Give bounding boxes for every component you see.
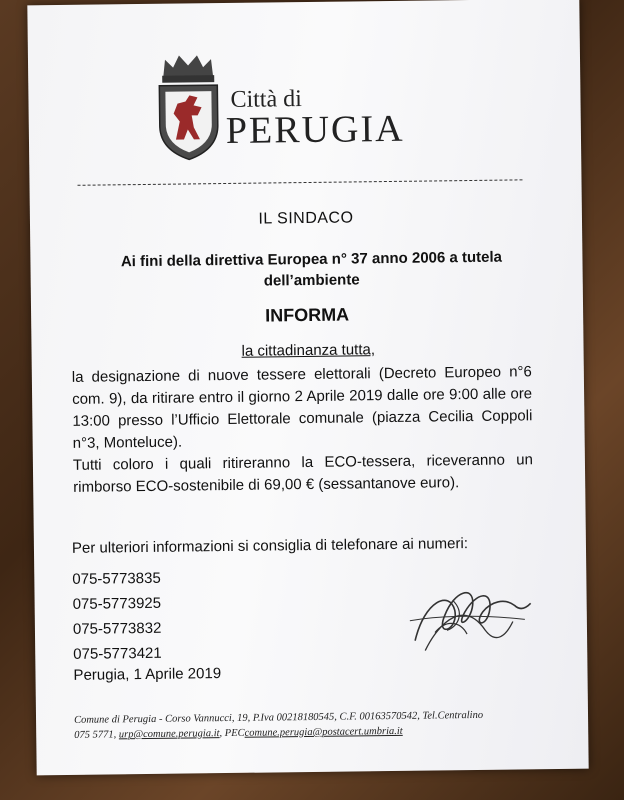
- paragraph-rimborso: Tutti coloro i quali ritireranno la ECO-tessera, riceveranno un rimborso ECO-sostenibile di 69,00 € (sessantanove euro).: [72, 451, 534, 496]
- footer-pec-label: , PEC: [219, 727, 245, 740]
- date-line: Perugia, 1 Aprile 2019: [73, 665, 222, 684]
- perugia-crest-icon: [153, 51, 224, 162]
- informa-heading: INFORMA: [265, 304, 350, 326]
- footer-phone: 075 5771,: [74, 729, 119, 741]
- handwritten-signature: [394, 559, 535, 661]
- directive-subtitle: Ai fini della direttiva Europea n° 37 anno 2006 a tutela dell’ambiente: [120, 248, 503, 290]
- phone-number: 075-5773925: [72, 594, 162, 613]
- mayor-title: IL SINDACO: [258, 209, 354, 228]
- phone-number: 075-5773421: [73, 644, 162, 663]
- phone-number: 075-5773835: [72, 569, 161, 588]
- addressee-line: la cittadinanza tutta,: [241, 341, 376, 360]
- phone-number: 075-5773832: [72, 619, 162, 638]
- notice-body: [72, 361, 534, 499]
- footer-email-link[interactable]: urp@comune.perugia.it: [118, 728, 220, 741]
- footer-address: Comune di Perugia - Corso Vannucci, 19, P.Iva 00218180545, C.F. 00163570542, Tel.Centralino: [73, 709, 484, 726]
- info-line: Per ulteriori informazioni si consiglia di telefonare ai numeri:: [71, 535, 469, 557]
- city-logo: [153, 48, 444, 162]
- logo-city-text: Città di: [230, 86, 302, 113]
- footer-pec-link[interactable]: comune.perugia@postacert.umbria.it: [244, 725, 403, 739]
- footer-contacts: [74, 707, 544, 743]
- dashed-divider: [78, 179, 523, 185]
- phone-list: [72, 566, 162, 667]
- logo-city-name: PERUGIA: [225, 107, 405, 152]
- notice-sheet: [27, 0, 588, 775]
- paragraph-designazione: la designazione di nuove tessere elettorali (Decreto Europeo n°6 com. 9), da ritirare entro il giorno 2 Aprile 2019 dalle ore 9:00 alle ore 13:00 presso l’Ufficio Elettorale comunale (piazza Cecilia Coppoli n°3, Monteluce).: [71, 363, 533, 452]
